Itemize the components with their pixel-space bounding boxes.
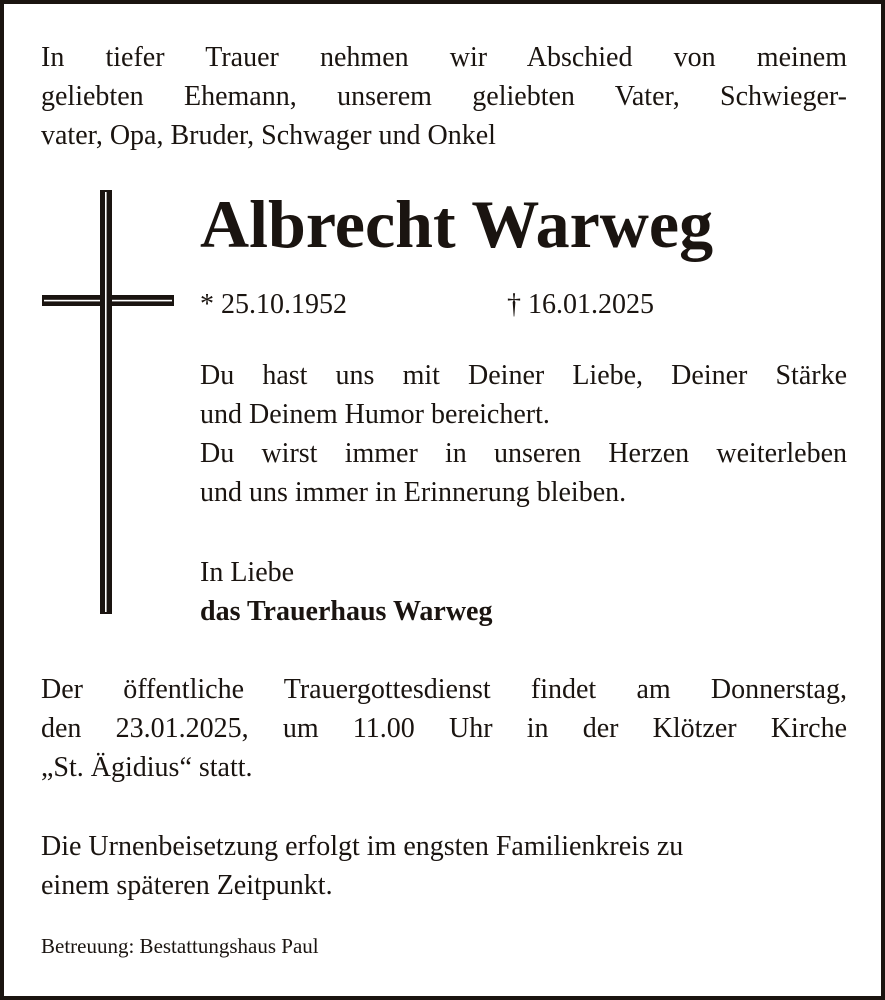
intro-line-1: In tiefer Trauer nehmen wir Abschied von meinem: [41, 42, 847, 73]
funeral-home-credit: Betreuung: Bestattungshaus Paul: [41, 934, 319, 958]
obituary-notice: [4, 4, 881, 996]
birth-date: * 25.10.1952: [200, 289, 347, 320]
urn-line-2: einem späteren Zeitpunkt.: [41, 870, 333, 901]
death-date: † 16.01.2025: [507, 289, 654, 320]
deceased-name: Albrecht Warweg: [200, 186, 714, 262]
signature-family: das Trauerhaus Warweg: [200, 596, 493, 627]
service-line-2: den 23.01.2025, um 11.00 Uhr in der Klötzer Kirche: [41, 713, 847, 744]
intro-line-2: geliebten Ehemann, unserem geliebten Vater, Schwieger-: [41, 81, 847, 112]
service-line-1: Der öffentliche Trauergottesdienst findet am Donnerstag,: [41, 674, 847, 705]
intro-line-3: vater, Opa, Bruder, Schwager und Onkel: [41, 120, 496, 151]
urn-line-1: Die Urnenbeisetzung erfolgt im engsten Familienkreis zu: [41, 831, 684, 862]
signature-greeting: In Liebe: [200, 557, 295, 588]
service-line-3: „St. Ägidius“ statt.: [41, 752, 253, 783]
verse-line-1: Du hast uns mit Deiner Liebe, Deiner Stärke: [200, 360, 847, 391]
verse-line-4: und uns immer in Erinnerung bleiben.: [200, 477, 627, 508]
verse-line-2: und Deinem Humor bereichert.: [200, 399, 550, 430]
verse-line-3: Du wirst immer in unseren Herzen weiterleben: [200, 438, 847, 469]
latin-cross-icon: [42, 190, 174, 614]
